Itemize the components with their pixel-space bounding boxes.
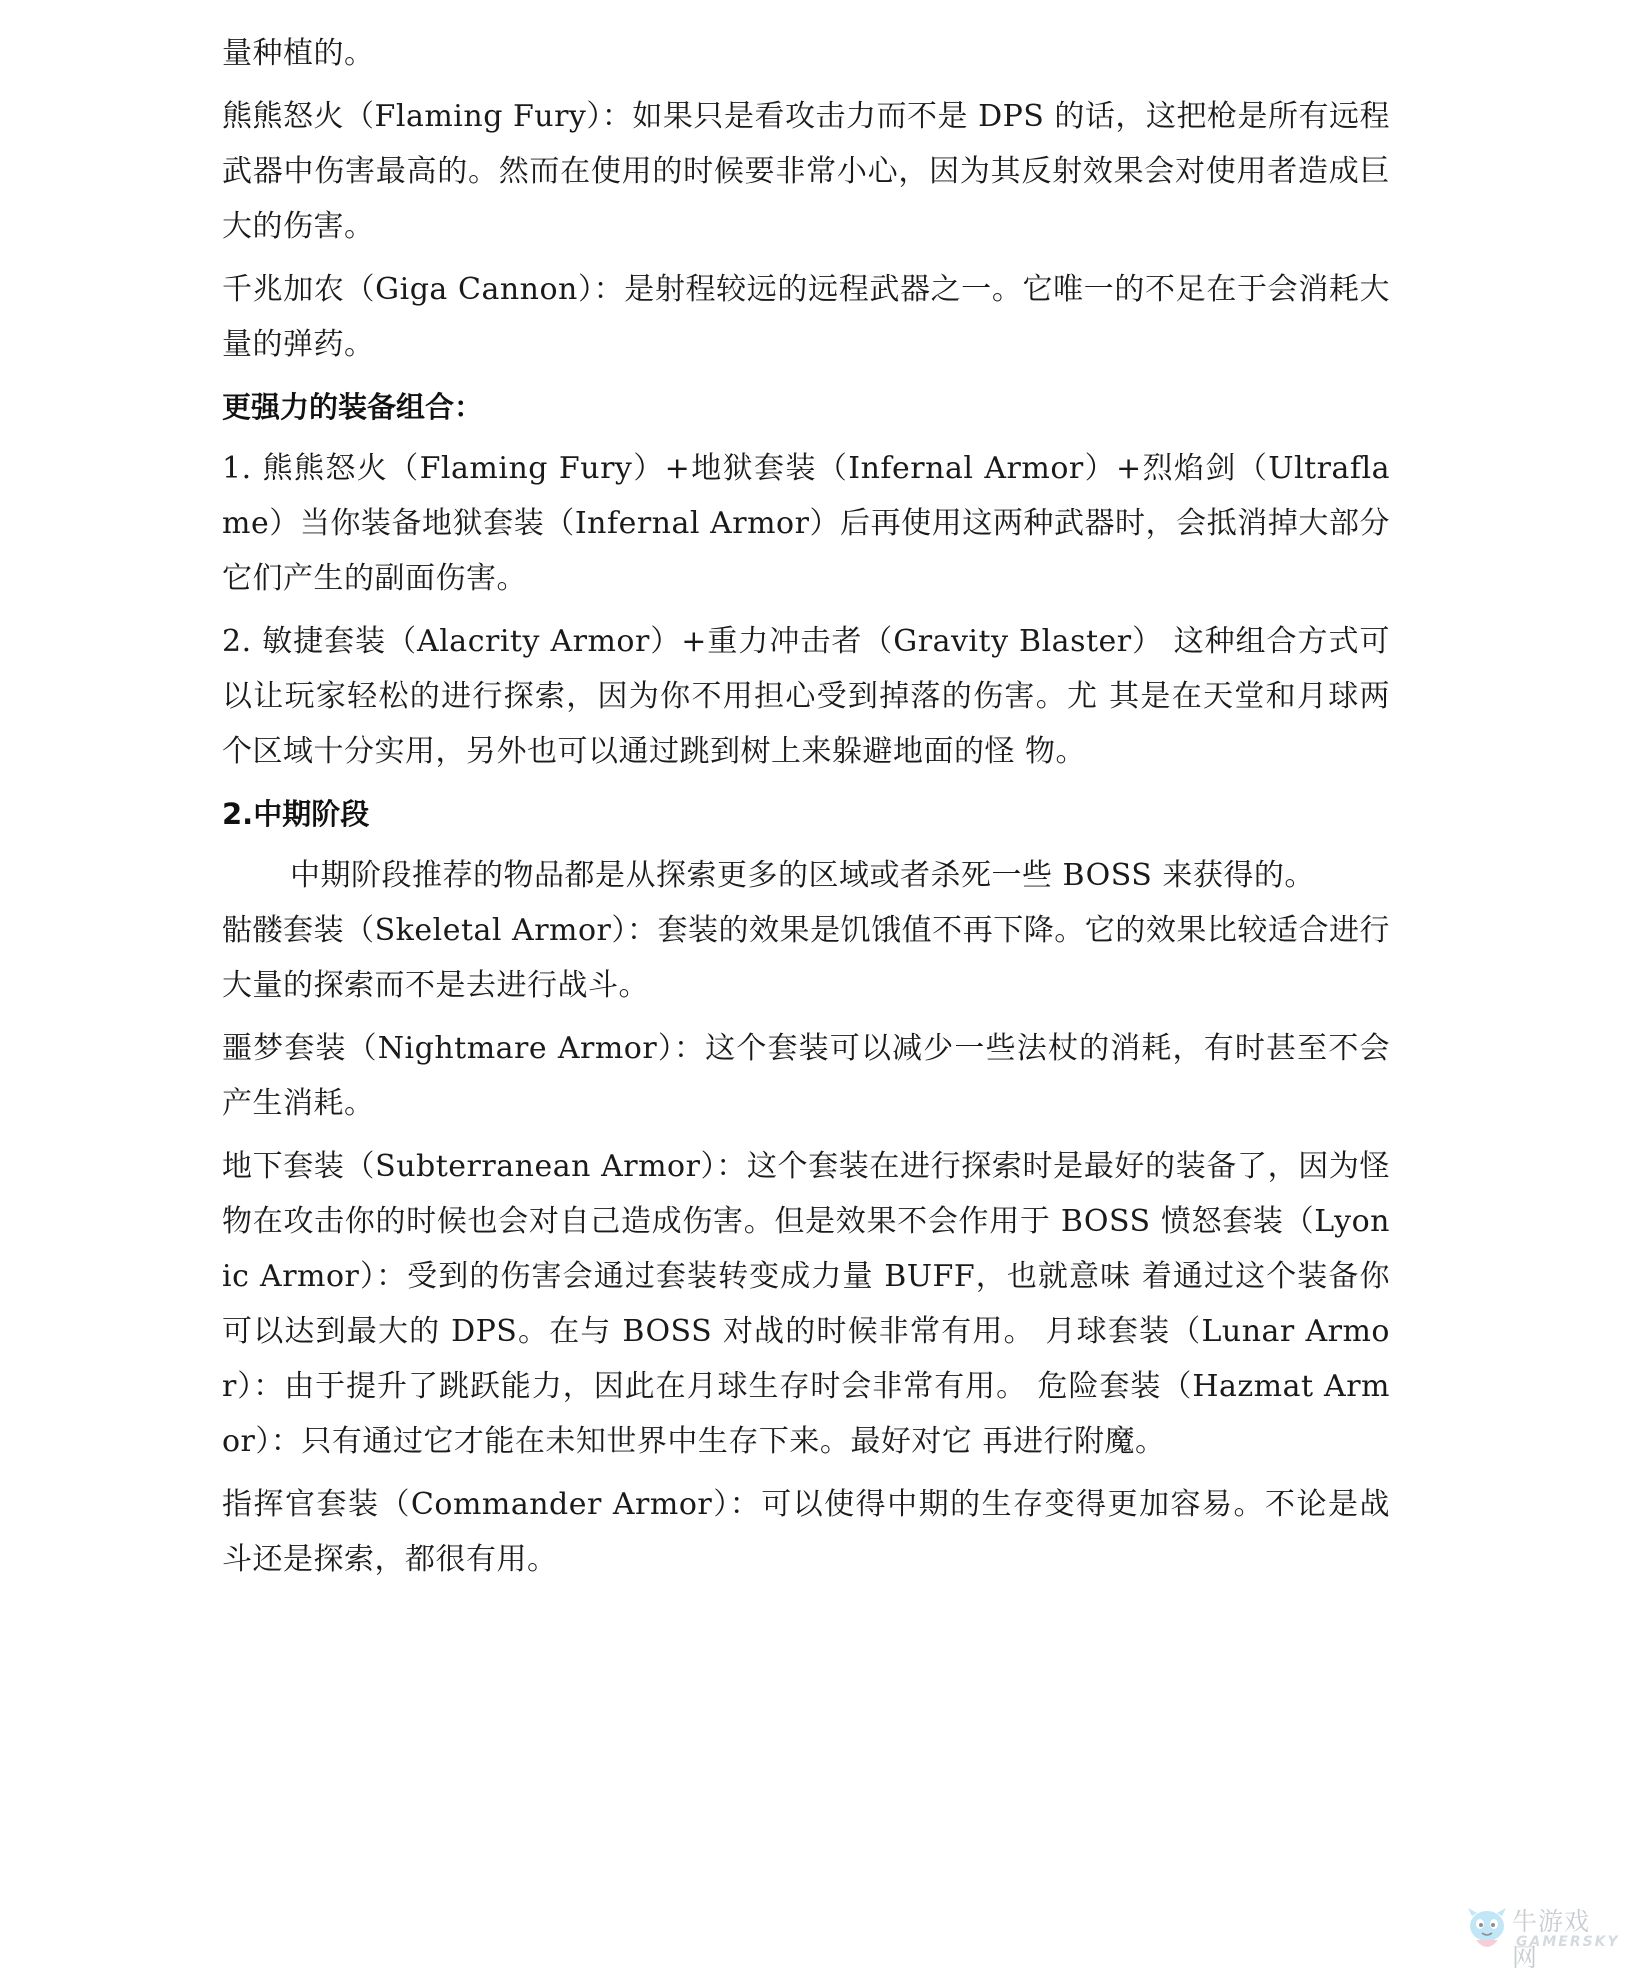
paragraph-giga-cannon: 千兆加农（Giga Cannon）：是射程较远的远程武器之一。它唯一的不足在于会消耗大量的弹药。 [222, 272, 1390, 362]
paragraph-nightmare-armor: 噩梦套装（Nightmare Armor）：这个套装可以减少一些法杖的消耗，有时甚至不会产生消耗。 [222, 1031, 1390, 1121]
paragraph-commander-armor: 指挥官套装（Commander Armor）：可以使得中期的生存变得更加容易。不论是战斗还是探索，都很有用。 [222, 1487, 1390, 1577]
watermark-subtext: GAMERSKY [1516, 1934, 1620, 1950]
paragraph-skeletal-armor: 骷髅套装（Skeletal Armor）：套装的效果是饥饿值不再下降。它的效果比较适合进行大量的探索而不是去进行战斗。 [222, 913, 1390, 1003]
document-body [222, 26, 1390, 1595]
paragraph-flaming-fury: 熊熊怒火（Flaming Fury）：如果只是看攻击力而不是 DPS 的话，这把枪是所有远程武器中伤害最高的。然而在使用的时候要非常小心，因为其反射效果会对使用者造成巨大的伤害。 [222, 99, 1390, 244]
paragraph-combo-1: 1. 熊熊怒火（Flaming Fury）+地狱套装（Infernal Armor）+烈焰剑（Ultraflame）当你装备地狱套装（Infernal Armor）后再使用这两种武器时，会抵消掉大部分它们产生的副面伤害。 [222, 451, 1390, 596]
paragraph-intro-tail: 量种植的。 [222, 36, 375, 71]
paragraph-combo-2: 2. 敏捷套装（Alacrity Armor）+重力冲击者（Gravity Blaster） 这种组合方式可以让玩家轻松的进行探索，因为你不用担心受到掉落的伤害。尤 其是在天堂和月球两个区域十分实用，另外也可以通过跳到树上来躲避地面的怪 物。 [222, 624, 1390, 769]
paragraph-subterranean-armor: 地下套装（Subterranean Armor）：这个套装在进行探索时是最好的装备了，因为怪物在攻击你的时候也会对自己造成伤害。但是效果不会作用于 BOSS 愤怒套装（Lyonic Armor）：受到的伤害会通过套装转变成力量 BUFF，也就意味 着通过这个装备你可以达到最大的 DPS。在与 BOSS 对战的时候非常有用。 月球套装（Lunar Armor）：由于提升了跳跃能力，因此在月球生存时会非常有用。 危险套装（Hazmat Armor）：只有通过它才能在未知世界中生存下来。最好对它 再进行附魔。 [222, 1149, 1390, 1459]
paragraph-mid-stage-intro: 中期阶段推荐的物品都是从探索更多的区域或者杀死一些 BOSS 来获得的。 [290, 858, 1315, 893]
site-watermark [1464, 1898, 1620, 1972]
mascot-logo-icon [1464, 1904, 1510, 1956]
heading-equipment-combos: 更强力的装备组合： [222, 390, 484, 424]
watermark-text: 牛游戏网 [1512, 1907, 1591, 1972]
heading-mid-stage: 2.中期阶段 [222, 797, 370, 831]
